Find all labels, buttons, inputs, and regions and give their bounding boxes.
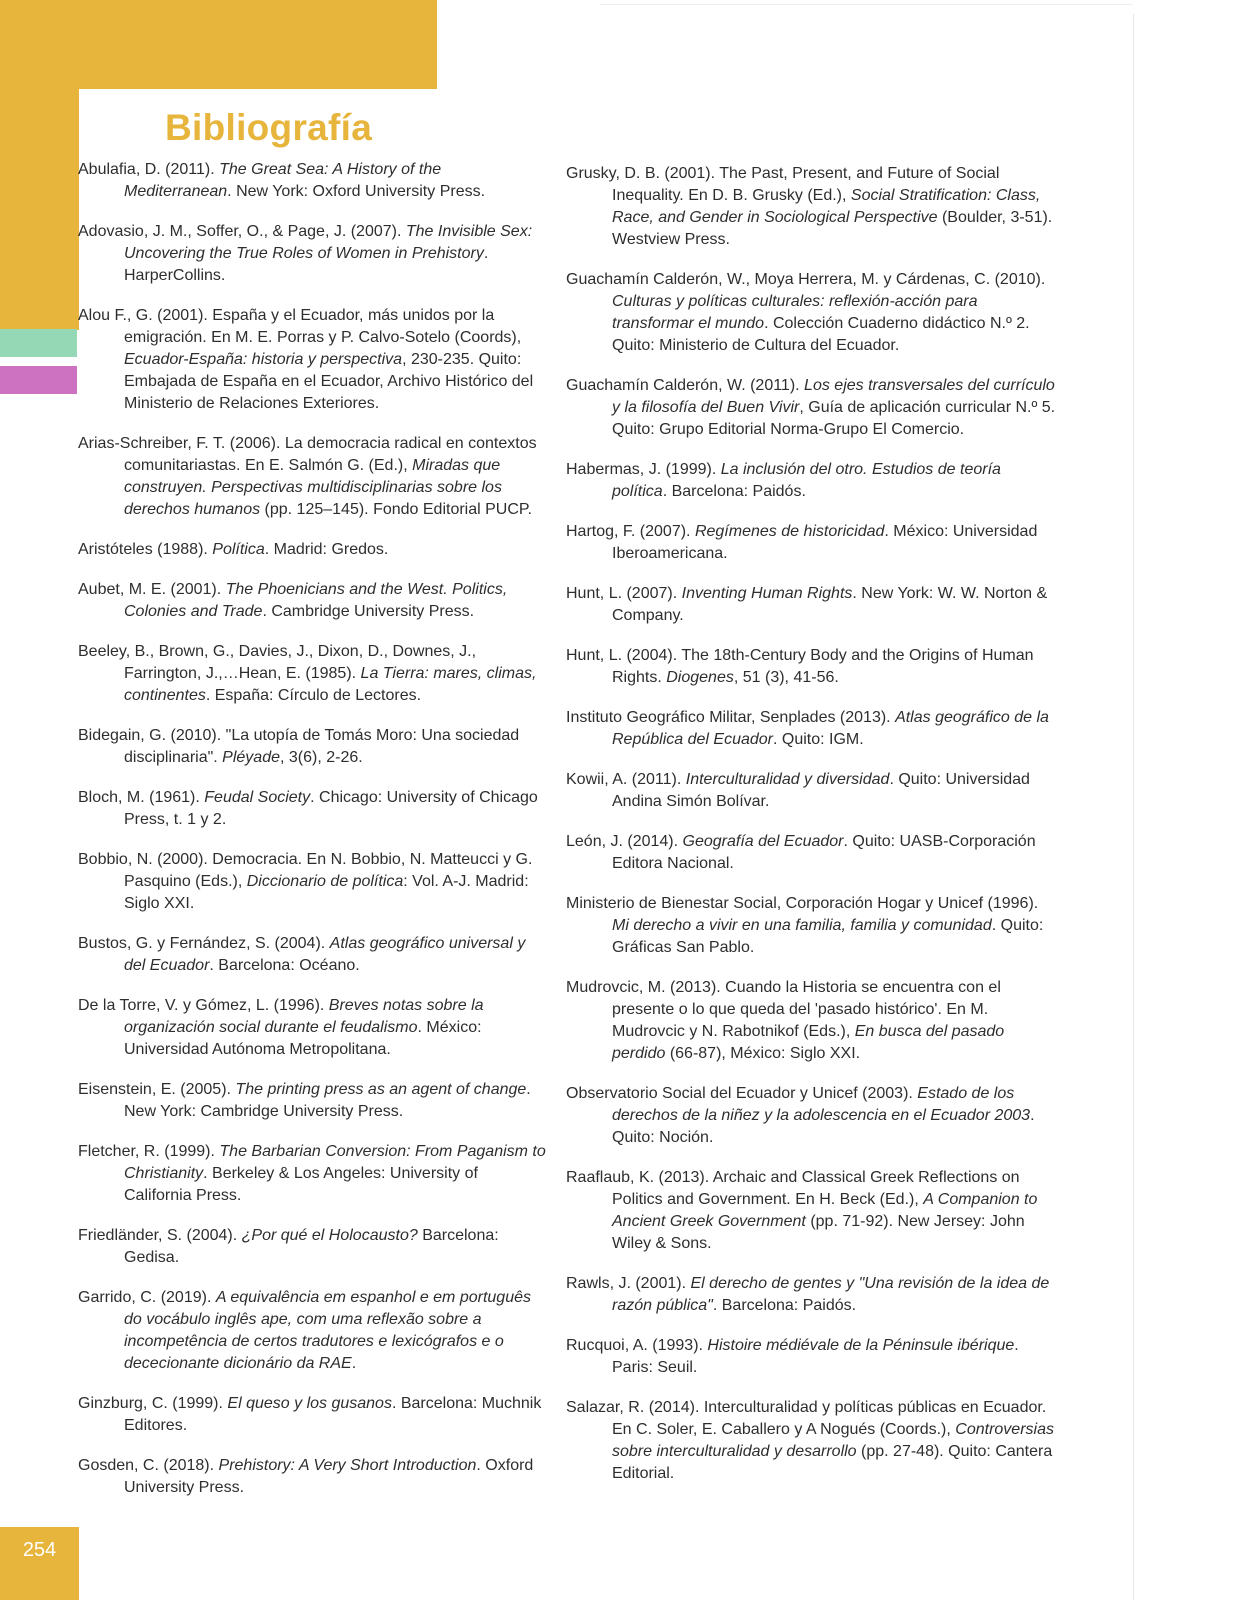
entry-text: , 51 (3), 41-56. (733, 669, 839, 686)
bibliography-left-column (78, 159, 548, 1517)
entry-text: . Barcelona: Océano. (209, 957, 360, 974)
bibliography-entry (566, 459, 1056, 503)
entry-text: . México: Universidad Autónoma Metropolitana. (124, 1019, 482, 1058)
entry-title-italic: Atlas geográfico de la República del Ecuador (612, 709, 1049, 748)
bibliography-entry (78, 849, 548, 915)
entry-title-italic: The Great Sea: A History of the Mediterranean (124, 161, 442, 200)
entry-title-italic: Diccionario de política (246, 873, 404, 890)
entry-text: (pp. 125–145). Fondo Editorial PUCP. (260, 501, 532, 518)
page-number-box (0, 1527, 79, 1600)
entry-text: . Madrid: Gredos. (264, 541, 389, 558)
bibliography-entry (78, 1393, 548, 1437)
entry-text: . (351, 1355, 357, 1372)
entry-title-italic: The Phoenicians and the West. Politics, Colonies and Trade (124, 581, 508, 620)
entry-text: Guachamín Calderón, W., Moya Herrera, M. y Cárdenas, C. (2010). (566, 271, 1046, 288)
bibliography-entry (566, 1083, 1056, 1149)
entry-title-italic: Miradas que construyen. Perspectivas multidisciplinarias sobre los derechos humanos (124, 457, 502, 518)
entry-text: . New York: Cambridge University Press. (124, 1081, 531, 1120)
entry-text: Bobbio, N. (2000). Democracia. En N. Bobbio, N. Matteucci y G. Pasquino (Eds.), (78, 851, 533, 890)
bibliography-entry (566, 1335, 1056, 1379)
entry-text: Adovasio, J. M., Soffer, O., & Page, J. (2007). (78, 223, 406, 240)
page-title: Bibliografía (165, 107, 373, 148)
bibliography-entry (78, 641, 548, 707)
pink-section-tab (0, 366, 77, 394)
entry-title-italic: ¿Por qué el Holocausto? (241, 1227, 418, 1244)
bibliography-entry (78, 221, 548, 287)
entry-title-italic: Breves notas sobre la organización social durante el feudalismo (124, 997, 484, 1036)
entry-text: Aristóteles (1988). (78, 541, 213, 558)
entry-title-italic: Interculturalidad y diversidad (685, 771, 890, 788)
green-section-tab (0, 329, 77, 357)
entry-text: Hunt, L. (2007). (566, 585, 682, 602)
bibliography-entry (78, 433, 548, 521)
entry-text: . HarperCollins. (124, 245, 489, 284)
bibliography-entry (78, 1079, 548, 1123)
page-number: 254 (22, 1539, 57, 1561)
entry-text: . Barcelona: Paidós. (712, 1297, 857, 1314)
entry-text: Habermas, J. (1999). (566, 461, 721, 478)
bibliography-entry (566, 583, 1056, 627)
bibliography-entry (566, 269, 1056, 357)
entry-text: . Paris: Seuil. (612, 1337, 1019, 1376)
entry-title-italic: The Barbarian Conversion: From Paganism to Christianity (124, 1143, 546, 1182)
bibliography-entry (566, 645, 1056, 689)
entry-title-italic: A equivalência em espanhol e em português do vocábulo inglês ape, com uma reflexão sobre a incompetência de certos tradutores e lexicógrafos e o dececionante dicionário da RAE (124, 1289, 531, 1372)
entry-text: , 230-235. Quito: Embajada de España en el Ecuador, Archivo Histórico del Ministerio de Relaciones Exteriores. (124, 351, 534, 412)
entry-text: Garrido, C. (2019). (78, 1289, 216, 1306)
entry-title-italic: El queso y los gusanos (227, 1395, 392, 1412)
entry-text: (Boulder, 3-51). Westview Press. (612, 209, 1053, 248)
entry-text: . Chicago: University of Chicago Press, t. 1 y 2. (124, 789, 538, 828)
entry-title-italic: La inclusión del otro. Estudios de teoría política (612, 461, 1001, 500)
entry-text: Bloch, M. (1961). (78, 789, 205, 806)
entry-text: , 3(6), 2-26. (280, 749, 363, 766)
entry-text: (pp. 71-92). New Jersey: John Wiley & Sons. (612, 1213, 1025, 1252)
entry-text: . Barcelona: Paidós. (662, 483, 806, 500)
entry-text: . Quito: UASB-Corporación Editora Nacional. (612, 833, 1036, 872)
entry-title-italic: Histoire médiévale de la Péninsule ibérique (707, 1337, 1015, 1354)
entry-title-italic: Pléyade (222, 749, 280, 766)
entry-title-italic: The printing press as an agent of change (235, 1081, 527, 1098)
entry-text: Barcelona: Gedisa. (124, 1227, 499, 1266)
entry-text: . España: Círculo de Lectores. (205, 687, 422, 704)
bibliography-entry (78, 579, 548, 623)
right-margin-rule (1133, 14, 1134, 1600)
bibliography-entry (566, 521, 1056, 565)
entry-text: Arias-Schreiber, F. T. (2006). La democracia radical en contextos comunitariastas. En E. Salmón G. (Ed.), (78, 435, 537, 474)
entry-title-italic: A Companion to Ancient Greek Government (612, 1191, 1038, 1230)
entry-text: Gosden, C. (2018). (78, 1457, 219, 1474)
entry-title-italic: Los ejes transversales del currículo y la filosofía del Buen Vivir (612, 377, 1055, 416)
entry-text: . Berkeley & Los Angeles: University of California Press. (124, 1165, 478, 1204)
bibliography-entry (78, 1141, 548, 1207)
entry-text: Instituto Geográfico Militar, Senplades (2013). (566, 709, 896, 726)
bibliography-entry (566, 1397, 1056, 1485)
entry-title-italic: Diogenes (666, 669, 734, 686)
entry-text: Rucquoi, A. (1993). (566, 1337, 708, 1354)
entry-text: Eisenstein, E. (2005). (78, 1081, 236, 1098)
bibliography-entry (566, 1167, 1056, 1255)
entry-title-italic: Mi derecho a vivir en una familia, familia y comunidad (612, 917, 992, 934)
entry-title-italic: Prehistory: A Very Short Introduction (218, 1457, 477, 1474)
entry-title-italic: Estado de los derechos de la niñez y la adolescencia en el Ecuador 2003 (612, 1085, 1031, 1124)
bibliography-entry (566, 769, 1056, 813)
entry-text: Alou F., G. (2001). España y el Ecuador, más unidos por la emigración. En M. E. Porras y P. Calvo-Sotelo (Coords), (78, 307, 522, 346)
entry-text: Bustos, G. y Fernández, S. (2004). (78, 935, 330, 952)
entry-text: Guachamín Calderón, W. (2011). (566, 377, 805, 394)
bibliography-entry (566, 1273, 1056, 1317)
entry-title-italic: Controversias sobre interculturalidad y desarrollo (612, 1421, 1054, 1460)
bibliography-entry (78, 1225, 548, 1269)
entry-text: . Oxford University Press. (124, 1457, 534, 1496)
bibliography-entry (78, 1287, 548, 1375)
bibliography-entry (78, 725, 548, 769)
entry-title-italic: Culturas y políticas culturales: reflexión-acción para transformar el mundo (612, 293, 978, 332)
bibliography-entry (566, 831, 1056, 875)
entry-text: Hartog, F. (2007). (566, 523, 695, 540)
entry-title-italic: El derecho de gentes y "Una revisión de la idea de razón pública" (612, 1275, 1050, 1314)
left-color-band (0, 0, 79, 330)
entry-text: Abulafia, D. (2011). (78, 161, 220, 178)
entry-text: : Vol. A-J. Madrid: Siglo XXI. (124, 873, 529, 912)
entry-text: León, J. (2014). (566, 833, 683, 850)
entry-text: . Colección Cuaderno didáctico N.º 2. Quito: Ministerio de Cultura del Ecuador. (612, 315, 1030, 354)
bibliography-entry (78, 995, 548, 1061)
entry-title-italic: Geografía del Ecuador (682, 833, 844, 850)
entry-text: , Guía de aplicación curricular N.º 5. Quito: Grupo Editorial Norma-Grupo El Comercio. (612, 399, 1056, 438)
entry-text: . New York: Oxford University Press. (227, 183, 486, 200)
bibliography-entry (566, 375, 1056, 441)
entry-title-italic: Regímenes de historicidad (694, 523, 885, 540)
entry-title-italic: The Invisible Sex: Uncovering the True Roles of Women in Prehistory (124, 223, 533, 262)
entry-title-italic: Social Stratification: Class, Race, and Gender in Sociological Perspective (612, 187, 1041, 226)
entry-text: Ginzburg, C. (1999). (78, 1395, 228, 1412)
entry-text: Ministerio de Bienestar Social, Corporación Hogar y Unicef (1996). (566, 895, 1039, 912)
bibliography-entry (78, 539, 548, 561)
entry-text: Salazar, R. (2014). Interculturalidad y políticas públicas en Ecuador. En C. Soler, E. Caballero y A Nogués (Coords.), (566, 1399, 1047, 1438)
entry-text: (pp. 27-48). Quito: Cantera Editorial. (612, 1443, 1053, 1482)
bibliography-entry (566, 977, 1056, 1065)
entry-text: Rawls, J. (2001). (566, 1275, 691, 1292)
bibliography-right-column (566, 163, 1056, 1503)
bibliography-entry (78, 933, 548, 977)
bibliography-entry (566, 893, 1056, 959)
bibliography-entry (78, 1455, 548, 1499)
entry-text: Aubet, M. E. (2001). (78, 581, 226, 598)
entry-text: Hunt, L. (2004). The 18th-Century Body and the Origins of Human Rights. (566, 647, 1034, 686)
bibliography-entry (78, 305, 548, 415)
entry-text: Beeley, B., Brown, G., Davies, J., Dixon, D., Downes, J., Farrington, J.,…Hean, E. (1985). (78, 643, 477, 682)
entry-title-italic: La Tierra: mares, climas, continentes (124, 665, 537, 704)
entry-text: Friedländer, S. (2004). (78, 1227, 242, 1244)
entry-text: . México: Universidad Iberoamericana. (612, 523, 1038, 562)
entry-text: . Quito: IGM. (773, 731, 864, 748)
entry-text: . New York: W. W. Norton & Company. (612, 585, 1048, 624)
entry-text: Grusky, D. B. (2001). The Past, Present, and Future of Social Inequality. En D. B. Grusky (Ed.), (566, 165, 1000, 204)
entry-text: . Quito: Universidad Andina Simón Bolívar. (612, 771, 1030, 810)
entry-title-italic: Política (212, 541, 265, 558)
entry-title-italic: Ecuador-España: historia y perspectiva (124, 351, 403, 368)
entry-title-italic: Inventing Human Rights (681, 585, 853, 602)
entry-text: Mudrovcic, M. (2013). Cuando la Historia se encuentra con el presente o lo que queda del 'pasado histórico'. En M. Mudrovcic y N. Rabotnikof (Eds.), (566, 979, 1001, 1040)
bibliography-entry (78, 787, 548, 831)
top-rule (600, 4, 1133, 5)
entry-text: (66-87), México: Siglo XXI. (665, 1045, 861, 1062)
entry-text: . Barcelona: Muchnik Editores. (124, 1395, 542, 1434)
entry-text: Kowii, A. (2011). (566, 771, 686, 788)
entry-title-italic: En busca del pasado perdido (612, 1023, 1005, 1062)
entry-text: . Cambridge University Press. (262, 603, 475, 620)
entry-text: Bidegain, G. (2010). "La utopía de Tomás Moro: Una sociedad disciplinaria". (78, 727, 520, 766)
bibliography-entry (78, 159, 548, 203)
bibliography-entry (566, 163, 1056, 251)
entry-title-italic: Atlas geográfico universal y del Ecuador (124, 935, 526, 974)
entry-text: Observatorio Social del Ecuador y Unicef (2003). (566, 1085, 918, 1102)
entry-title-italic: Feudal Society (204, 789, 311, 806)
entry-text: Raaflaub, K. (2013). Archaic and Classical Greek Reflections on Politics and Government. En H. Beck (Ed.), (566, 1169, 1020, 1208)
entry-text: . Quito: Noción. (612, 1107, 1035, 1146)
entry-text: De la Torre, V. y Gómez, L. (1996). (78, 997, 329, 1014)
bibliography-entry (566, 707, 1056, 751)
entry-text: . Quito: Gráficas San Pablo. (612, 917, 1044, 956)
entry-text: Fletcher, R. (1999). (78, 1143, 220, 1160)
